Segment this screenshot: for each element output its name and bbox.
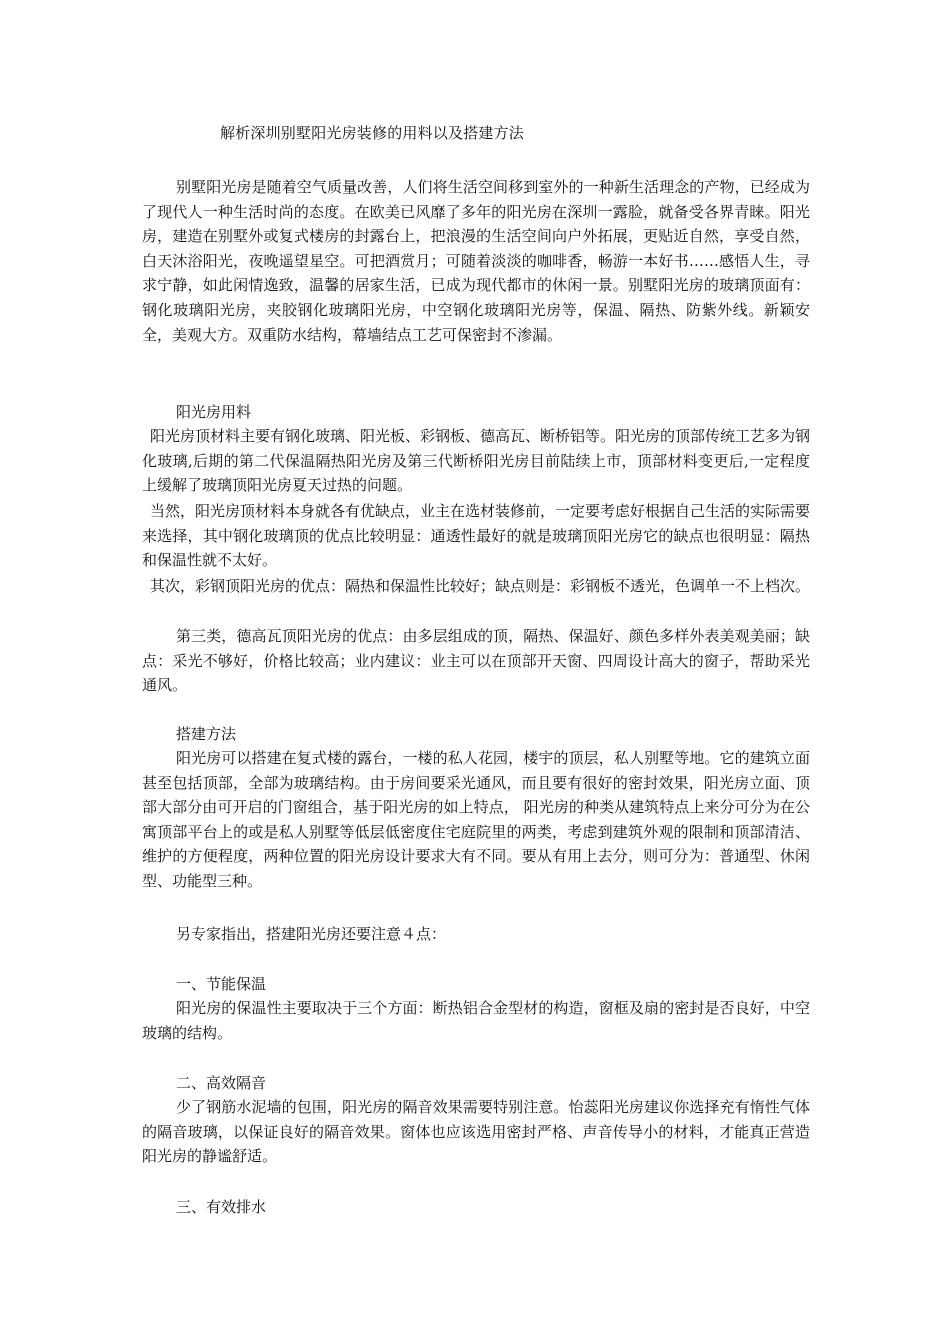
materials-paragraph-4: 第三类，德高瓦顶阳光房的优点：由多层组成的顶，隔热、保温好、颜色多样外表美观美丽；缺点：采光不够好，价格比较高；业内建议：业主可以在顶部开天窗、四周设计高大的窗子，帮助采光通风。 [142, 627, 810, 695]
document-title: 解析深圳别墅阳光房装修的用料以及搭建方法 [220, 124, 525, 142]
point-2-heading: 二、高效隔音 [176, 1074, 267, 1092]
method-heading: 搭建方法 [176, 725, 237, 743]
method-paragraph: 阳光房可以搭建在复式楼的露台，一楼的私人花园，楼宇的顶层，私人别墅等地。它的建筑立面甚至包括顶部，全部为玻璃结构。由于房间要采光通风，而且要有很好的密封效果，阳光房立面、顶部大部分由可开启的门窗组合，基于阳光房的如上特点， 阳光房的种类从建筑特点上来分可分为在公寓顶部平台上的或是私人别墅等低层低密度住宅庭院里的两类，考虑到建筑外观的限制和顶部清洁、维护的方便程度，两种位置的阳光房设计要求大有不同。要从有用上去分，则可分为：普通型、休闲型、功能型三种。 [142, 749, 810, 890]
point-1-heading: 一、节能保温 [176, 975, 267, 993]
point-2-text: 少了钢筋水泥墙的包围，阳光房的隔音效果需要特别注意。怡蕊阳光房建议你选择充有惰性气体的隔音玻璃，以保证良好的隔音效果。窗体也应该选用密封严格、声音传导小的材料，才能真正营造阳光房的静谧舒适。 [142, 1098, 810, 1166]
materials-heading: 阳光房用料 [176, 403, 252, 421]
intro-paragraph: 别墅阳光房是随着空气质量改善，人们将生活空间移到室外的一种新生活理念的产物，已经成为了现代人一种生活时尚的态度。在欧美已风靡了多年的阳光房在深圳一露脸，就备受各界青睐。阳光房，建造在别墅外或复式楼房的封露台上，把浪漫的生活空间向户外拓展，更贴近自然，享受自然，白天沐浴阳光，夜晚遥望星空。可把酒赏月；可随着淡淡的咖啡香，畅游一本好书……感悟人生，寻求宁静，如此闲情逸致，温馨的居家生活，已成为现代都市的休闲一景。别墅阳光房的玻璃顶面有：钢化玻璃阳光房，夹胶钢化玻璃阳光房，中空钢化玻璃阳光房等，保温、隔热、防紫外线。新颖安全，美观大方。双重防水结构，幕墙结点工艺可保密封不渗漏。 [142, 178, 810, 344]
materials-paragraph-3: 其次，彩钢顶阳光房的优点：隔热和保温性比较好；缺点则是：彩钢板不透光，色调单一不上档次。 [150, 577, 811, 595]
expert-note: 另专家指出，搭建阳光房还要注意４点： [176, 925, 447, 943]
materials-paragraph-1: 阳光房顶材料主要有钢化玻璃、阳光板、彩钢板、德高瓦、断桥铝等。阳光房的顶部传统工艺多为钢化玻璃,后期的第二代保温隔热阳光房及第三代断桥阳光房目前陆续上市，顶部材料变更后,一定程度上缓解了玻璃顶阳光房夏天过热的问题。 [142, 427, 811, 495]
point-1-text: 阳光房的保温性主要取决于三个方面：断热铝合金型材的构造，窗框及扇的密封是否良好，中空玻璃的结构。 [142, 999, 810, 1042]
point-3-heading: 三、有效排水 [176, 1198, 267, 1216]
materials-paragraph-2: 当然，阳光房顶材料本身就各有优缺点，业主在选材装修前，一定要考虑好根据自己生活的实际需要来选择，其中钢化玻璃顶的优点比较明显：通透性最好的就是玻璃顶阳光房它的缺点也很明显：隔热和保温性就不太好。 [142, 502, 811, 570]
